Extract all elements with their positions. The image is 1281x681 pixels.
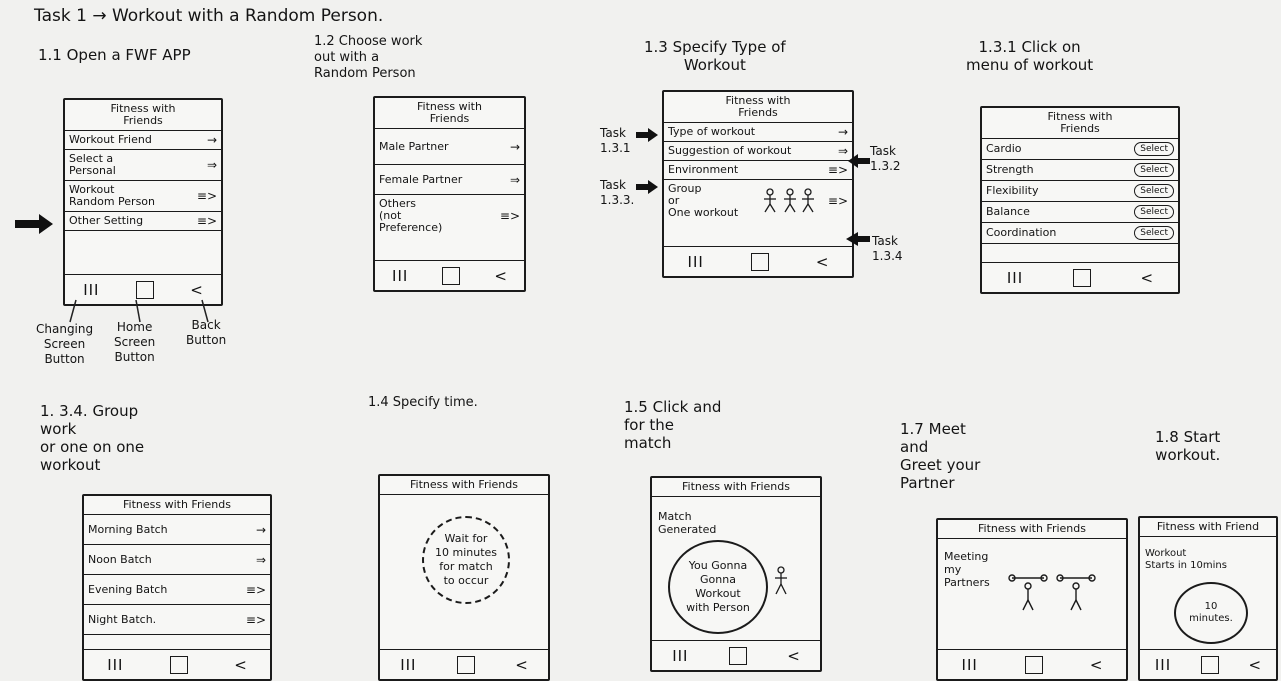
menu-label: Group or One workout	[668, 182, 739, 219]
back-button[interactable]: <	[190, 280, 203, 299]
selection-arrow-icon	[15, 214, 55, 234]
phone-screen-6	[378, 474, 550, 681]
changing-screen-button[interactable]: III	[400, 655, 417, 674]
menu-label: Morning Batch	[88, 522, 168, 536]
nav-bar	[84, 649, 270, 679]
task-1-3-3-annotation: Task 1.3.3.	[600, 178, 635, 207]
arrow-right-icon: ≡>	[827, 194, 848, 208]
nav-bar	[938, 649, 1126, 679]
home-screen-button[interactable]	[442, 267, 460, 285]
menu-label: Cardio	[986, 142, 1022, 155]
step-1-3-label: 1.3 Specify Type of Workout	[644, 38, 786, 74]
arrow-right-icon: ⇒	[837, 144, 848, 158]
step-1-3-1-label: 1.3.1 Click on menu of workout	[966, 38, 1094, 74]
workout-type-strength[interactable]	[982, 160, 1178, 181]
back-button[interactable]: <	[1089, 655, 1103, 674]
step-1-7-label: 1.7 Meet and Greet your Partner	[900, 420, 981, 492]
select-button[interactable]: Select	[1134, 142, 1174, 156]
menu-label: Night Batch.	[88, 612, 157, 626]
back-button[interactable]: <	[515, 655, 528, 674]
menu-item-others[interactable]	[375, 195, 524, 237]
task-pointer-arrows	[636, 125, 876, 248]
batch-morning[interactable]	[84, 515, 270, 545]
menu-label: Select a Personal	[69, 152, 116, 177]
arrow-right-icon: ≡>	[196, 214, 217, 228]
home-screen-button[interactable]	[1025, 656, 1043, 674]
step-1-8-label: 1.8 Start workout.	[1155, 428, 1221, 464]
menu-item-other-setting[interactable]	[65, 212, 221, 231]
menu-label: Balance	[986, 205, 1030, 218]
arrow-right-icon: ⇒	[255, 552, 266, 567]
arrow-right-icon: ≡>	[196, 189, 217, 203]
menu-label: Environment	[668, 163, 739, 176]
select-button[interactable]: Select	[1134, 184, 1174, 198]
menu-label: Other Setting	[69, 214, 144, 227]
menu-item-select-personal[interactable]	[65, 150, 221, 181]
arrow-right-icon: ⇒	[509, 172, 520, 187]
step-1-4-label: 1.4 Specify time.	[368, 395, 478, 410]
step-1-5-label: 1.5 Click and for the match	[624, 398, 722, 452]
arrow-right-icon: →	[206, 133, 217, 147]
task-1-3-1-annotation: Task 1.3.1	[600, 126, 631, 155]
changing-screen-button[interactable]: III	[672, 646, 689, 665]
step-1-3-4-label: 1. 3.4. Group work or one on one workout	[40, 402, 145, 474]
phone-title: Fitness with Friends	[664, 92, 852, 123]
menu-label: Noon Batch	[88, 552, 152, 566]
workout-type-cardio[interactable]	[982, 139, 1178, 160]
changing-screen-button[interactable]: III	[83, 280, 100, 299]
person-icon	[772, 566, 790, 596]
step-1-1-label: 1.1 Open a FWF APP	[38, 46, 191, 64]
menu-label: Flexibility	[986, 184, 1039, 197]
home-screen-button[interactable]	[136, 281, 154, 299]
arrow-right-icon: →	[255, 522, 266, 537]
changing-screen-button[interactable]: III	[1154, 655, 1172, 674]
batch-night[interactable]	[84, 605, 270, 635]
phone-screen-9	[1138, 516, 1278, 681]
nav-bar	[375, 260, 524, 290]
back-button[interactable]: <	[787, 646, 800, 665]
arrow-right-icon: ≡>	[827, 163, 848, 177]
home-screen-button[interactable]	[457, 656, 475, 674]
phone-screen-7	[650, 476, 822, 672]
nav-bar	[664, 246, 852, 276]
wait-message-circle: Wait for 10 minutes for match to occur	[422, 516, 510, 604]
menu-label: Male Partner	[379, 139, 449, 153]
menu-label: Strength	[986, 163, 1034, 176]
home-screen-button[interactable]	[170, 656, 188, 674]
select-button[interactable]: Select	[1134, 226, 1174, 240]
phone-screen-1	[63, 98, 223, 306]
phone-title: Fitness with Friends	[982, 108, 1178, 139]
home-screen-annotation: Home Screen Button	[114, 320, 156, 364]
nav-bar	[652, 640, 820, 670]
back-button[interactable]: <	[1140, 268, 1154, 287]
phone-title: Fitness with Friends	[65, 100, 221, 131]
menu-label: Female Partner	[379, 172, 463, 186]
phone-title: Fitness with Friends	[380, 476, 548, 495]
workout-status: Workout Starts in 10mins	[1145, 548, 1227, 571]
match-status: Match Generated	[658, 510, 717, 536]
task-1-3-2-annotation: Task 1.3.2	[870, 144, 901, 173]
changing-screen-button[interactable]: III	[961, 655, 978, 674]
batch-noon[interactable]	[84, 545, 270, 575]
phone-screen-2	[373, 96, 526, 292]
meeting-status: Meeting my Partners	[944, 550, 990, 589]
arrow-right-icon: ≡>	[499, 209, 520, 223]
countdown-circle: 10 minutes.	[1174, 582, 1248, 644]
menu-label: Workout Friend	[69, 133, 152, 146]
workout-type-balance[interactable]	[982, 202, 1178, 223]
phone-screen-8	[936, 518, 1128, 681]
nav-bar	[380, 649, 548, 679]
arrow-right-icon: ⇒	[206, 158, 217, 172]
back-button[interactable]: <	[815, 252, 829, 271]
arrow-right-icon: →	[837, 125, 848, 139]
menu-item-male-partner[interactable]	[375, 129, 524, 165]
menu-label: Others (not Preference)	[379, 197, 443, 234]
partners-icon	[1008, 568, 1098, 612]
arrow-right-icon: →	[509, 139, 520, 154]
workout-type-flexibility[interactable]	[982, 181, 1178, 202]
match-message-circle: You Gonna Gonna Workout with Person	[668, 540, 768, 634]
back-button[interactable]: <	[1248, 655, 1262, 674]
arrow-right-icon: ≡>	[245, 582, 266, 597]
select-button[interactable]: Select	[1134, 205, 1174, 219]
back-button[interactable]: <	[234, 655, 247, 674]
phone-screen-4	[980, 106, 1180, 294]
nav-bar	[1140, 649, 1276, 679]
batch-evening[interactable]	[84, 575, 270, 605]
page-title: Task 1 → Workout with a Random Person.	[34, 6, 384, 26]
phone-screen-5	[82, 494, 272, 681]
back-button-annotation: Back Button	[186, 318, 227, 347]
home-screen-button[interactable]	[729, 647, 747, 665]
select-button[interactable]: Select	[1134, 163, 1174, 177]
home-screen-button[interactable]	[1201, 656, 1219, 674]
phone-title: Fitness with Friends	[84, 496, 270, 515]
menu-item-workout-friend[interactable]	[65, 131, 221, 150]
menu-label: Type of workout	[668, 125, 756, 138]
changing-screen-annotation: Changing Screen Button	[36, 322, 94, 366]
menu-item-female-partner[interactable]	[375, 165, 524, 195]
changing-screen-button[interactable]: III	[687, 252, 704, 271]
menu-label: Suggestion of workout	[668, 144, 792, 157]
changing-screen-button[interactable]: III	[392, 266, 409, 285]
task-1-3-4-annotation: Task 1.3.4	[872, 234, 903, 263]
step-1-2-label: 1.2 Choose work out with a Random Person	[314, 34, 423, 81]
menu-item-workout-random-person[interactable]	[65, 181, 221, 212]
changing-screen-button[interactable]: III	[1006, 268, 1024, 287]
arrow-right-icon: ≡>	[245, 612, 266, 627]
phone-title: Fitness with Friends	[375, 98, 524, 129]
home-screen-button[interactable]	[1073, 269, 1091, 287]
phone-title: Fitness with Friends	[652, 478, 820, 497]
menu-label: Evening Batch	[88, 582, 168, 596]
back-button[interactable]: <	[494, 266, 507, 285]
home-screen-button[interactable]	[751, 253, 769, 271]
workout-type-coordination[interactable]	[982, 223, 1178, 244]
changing-screen-button[interactable]: III	[107, 655, 124, 674]
phone-title: Fitness with Friends	[938, 520, 1126, 539]
nav-bar	[982, 262, 1178, 292]
menu-label: Workout Random Person	[69, 183, 156, 208]
menu-label: Coordination	[986, 226, 1057, 239]
phone-title: Fitness with Friend	[1140, 518, 1276, 537]
